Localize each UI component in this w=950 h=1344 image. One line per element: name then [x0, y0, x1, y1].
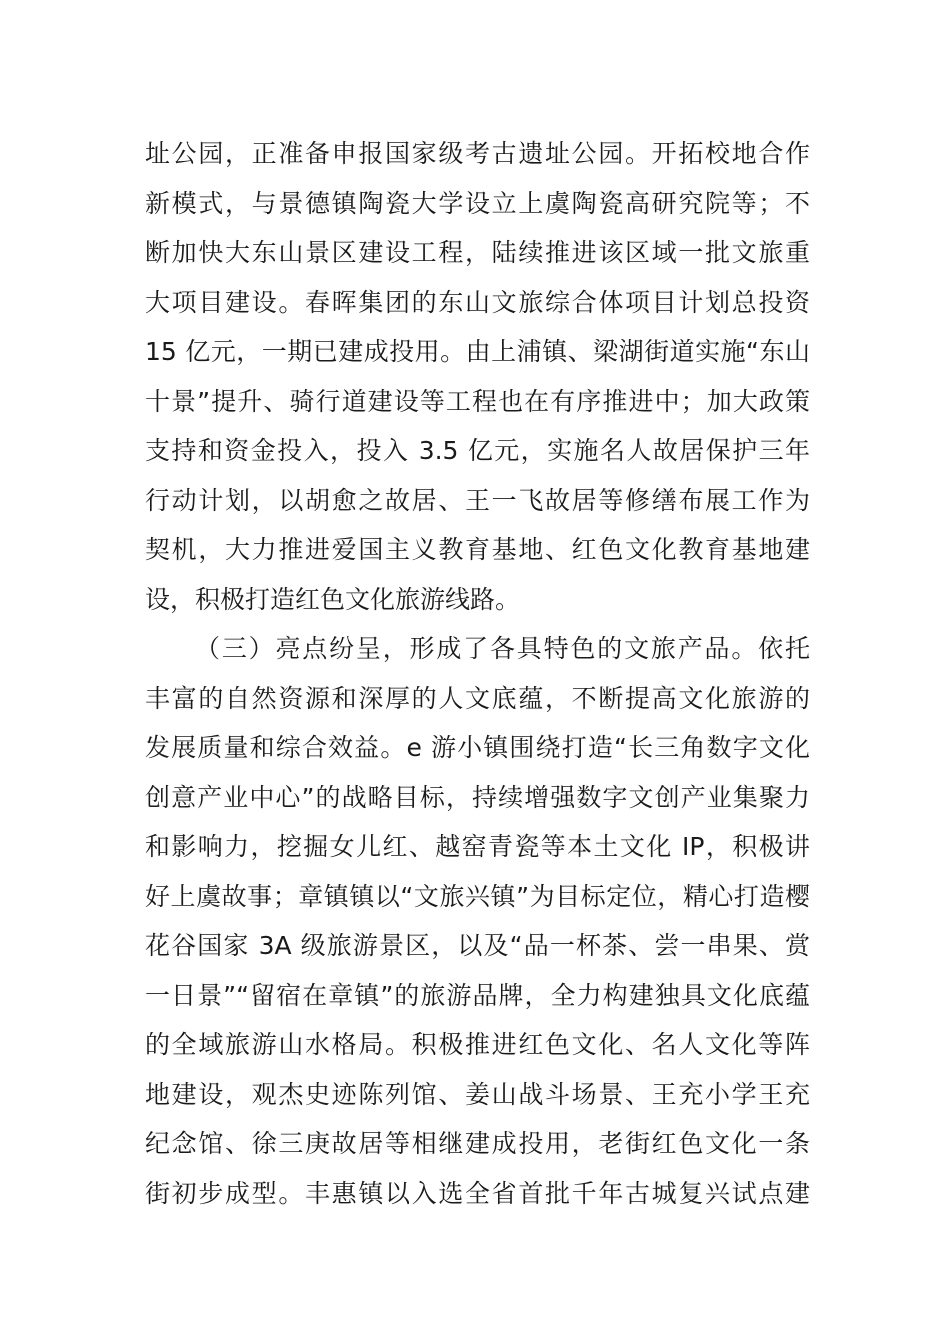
text-line: 创意产业中心”的战略目标，持续增强数字文创产业集聚力 — [145, 782, 810, 812]
text-line: 行动计划，以胡愈之故居、王一飞故居等修缮布展工作为 — [145, 485, 810, 515]
text-line: 花谷国家 3A 级旅游景区，以及“品一杯茶、尝一串果、赏 — [145, 931, 810, 960]
text-line: 支持和资金投入，投入 3.5 亿元，实施名人故居保护三年 — [145, 436, 810, 465]
text-line: 断加快大东山景区建设工程，陆续推进该区域一批文旅重 — [145, 238, 810, 267]
text-line: 发展质量和综合效益。e 游小镇围绕打造“长三角数字文化 — [145, 733, 810, 762]
text-line: 新模式，与景德镇陶瓷大学设立上虞陶瓷高研究院等；不 — [145, 188, 810, 218]
section-heading-line: （三）亮点纷呈，形成了各具特色的文旅产品。依托 — [195, 634, 810, 663]
text-line: 十景”提升、骑行道建设等工程也在有序推进中；加大政策 — [145, 386, 810, 416]
text-line: 好上虞故事；章镇镇以“文旅兴镇”为目标定位，精心打造樱 — [145, 881, 810, 911]
text-line: 纪念馆、徐三庚故居等相继建成投用，老街红色文化一条 — [145, 1129, 810, 1158]
text-line: 丰富的自然资源和深厚的人文底蕴，不断提高文化旅游的 — [145, 683, 810, 713]
text-line: 15 亿元，一期已建成投用。由上浦镇、梁湖街道实施“东山 — [145, 337, 810, 366]
text-line: 地建设，观杰史迹陈列馆、姜山战斗场景、王充小学王充 — [145, 1079, 810, 1109]
text-line: 街初步成型。丰惠镇以入选全省首批千年古城复兴试点建 — [145, 1178, 810, 1208]
text-line: 大项目建设。春晖集团的东山文旅综合体项目计划总投资 — [145, 287, 810, 317]
paragraph-end-line: 设，积极打造红色文化旅游线路。 — [145, 584, 521, 614]
text-line: 址公园，正准备申报国家级考古遗址公园。开拓校地合作 — [145, 139, 810, 168]
body-text — [145, 129, 810, 1218]
text-line: 和影响力，挖掘女儿红、越窑青瓷等本土文化 IP，积极讲 — [145, 832, 810, 861]
text-line: 的全域旅游山水格局。积极推进红色文化、名人文化等阵 — [145, 1030, 810, 1059]
text-line: 契机，大力推进爱国主义教育基地、红色文化教育基地建 — [145, 535, 810, 564]
text-line: 一日景”“留宿在章镇”的旅游品牌，全力构建独具文化底蕴 — [145, 980, 810, 1010]
